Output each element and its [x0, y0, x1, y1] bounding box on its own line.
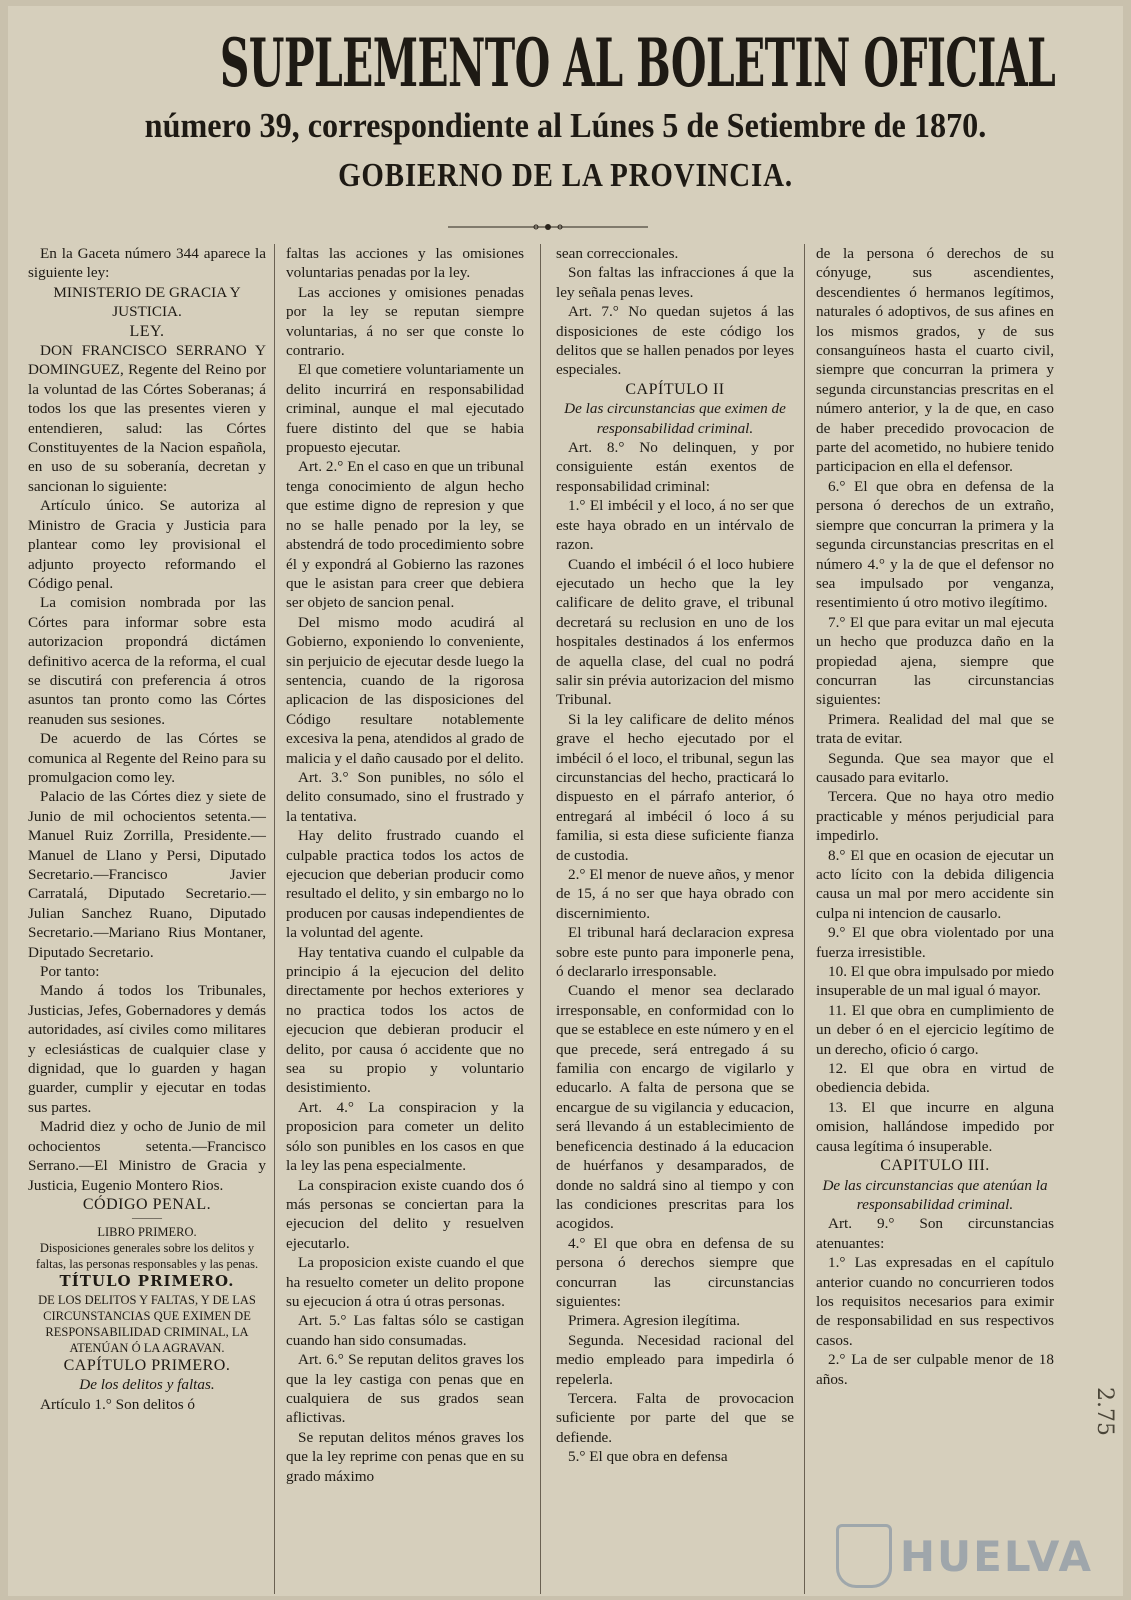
paragraph: Art. 7.° No quedan sujetos á las disposiciones de este código los delitos que se hallen penados por leyes especiales.: [556, 303, 794, 379]
column-rule: [804, 244, 805, 1594]
law-heading: LEY.: [129, 322, 165, 340]
paragraph: La comision nombrada por las Córtes para informar sobre esta autorizacion propondrá dictámen definitivo acerca de la reforma, el cual se discutirá con preferencia á otros asuntos tan pronto como las Córtes reanuden sus sesiones.: [28, 594, 266, 728]
paragraph: 4.° El que obra en defensa de su persona ó derechos siempre que concurran las circunstancias siguientes:: [556, 1234, 794, 1310]
paragraph: Primera. Agresion ilegítima.: [568, 1312, 741, 1330]
handwritten-margin-note: 2.75: [1092, 1387, 1117, 1436]
divider: ———: [132, 1213, 162, 1225]
paragraph: La conspiracion existe cuando dos ó más personas se conciertan para la ejecucion del delito y resuelven ejecutarlo.: [286, 1176, 524, 1252]
paragraph: 8.° El que en ocasion de ejecutar un acto lícito con la debida diligencia causa un mal por mero accidente sin culpa ni intencion de causarlo.: [816, 846, 1054, 922]
paragraph: 6.° El que obra en defensa de la persona ó derechos de un extraño, siempre que concurran la primera y la segunda circunstancias prescritas en el número 4.° y la de que el defensor no sea impulsado por venganza, resentimiento ú otro motivo ilegítimo.: [816, 477, 1054, 612]
column-1: [28, 244, 266, 1414]
paragraph: Art. 4.° La conspiracion y la proposicion para cometer un delito sólo son punibles en los casos en que la ley las pena especialmente.: [286, 1098, 524, 1175]
paragraph: 2.° La de ser culpable menor de 18 años.: [816, 1351, 1054, 1388]
paragraph: de la persona ó derechos de su cónyuge, sus ascendientes, descendientes ó hermanos legítimos, naturales ó adoptivos, de sus afines en los mismos grados, y de sus consanguíneos hasta el cuarto civil, siempre que concurran la primera y segunda circunstancias prescritas en el número anterior, y la de que, en caso de haber precedido provocacion de parte del acometido, no hubiere tenido participacion en ella el defensor.: [816, 245, 1054, 476]
paragraph: sean correccionales.: [556, 245, 679, 262]
paragraph: Cuando el imbécil ó el loco hubiere ejecutado un hecho que la ley calificare de delito grave, el tribunal decretará su reclusion en uno de los hospitales destinados á los enfermos de aquella clase, del cual no podrá salir sin prévia autorizacion del mismo Tribunal.: [556, 555, 794, 709]
newspaper-page: [8, 6, 1123, 1596]
paragraph: Se reputan delitos ménos graves los que la ley reprime con penas que en su grado máximo: [286, 1428, 524, 1485]
watermark-text: HUELVA: [899, 1531, 1093, 1581]
paragraph: Por tanto:: [40, 963, 100, 981]
archive-watermark: [836, 1524, 1093, 1588]
paragraph: 10. El que obra impulsado por miedo insuperable de un mal igual ó mayor.: [816, 963, 1054, 1000]
chapter-heading: CAPITULO III.: [880, 1157, 990, 1175]
masthead: [8, 26, 1123, 196]
paragraph: 13. El que incurre en alguna omision, hallándose impedido por causa legítima ó insuperable.: [816, 1098, 1054, 1155]
book-heading: LIBRO PRIMERO.: [97, 1225, 197, 1240]
title-heading: TÍTULO PRIMERO.: [59, 1272, 235, 1291]
paragraph: faltas las acciones y las omisiones voluntarias penadas por la ley.: [286, 245, 524, 282]
paragraph: Cuando el menor sea declarado irresponsable, en conformidad con lo que se establece en este número y en el que precede, será entregado á su familia con encargo de vigilarlo y educarlo. A falta de persona que se encargue de su vigilancia y educacion, será llevando á un establecimiento de beneficencia destinado á la educacion de huérfanos y desamparados, de donde no saldrá sino al tiempo y con las condiciones prescritas para los acogidos.: [556, 982, 794, 1233]
chapter-subheading: De las circunstancias que atenúan la responsabilidad criminal.: [822, 1176, 1048, 1213]
paragraph: Si la ley calificare de delito ménos grave el hecho ejecutado por el imbécil ó el loco, el tribunal, segun las circunstancias del hecho, practicará lo dispuesto en el párrafo anterior, ó entregará al imbécil ó loco á su familia, si esta diese suficiente fianza de custodia.: [556, 710, 794, 864]
paragraph: En la Gaceta número 344 aparece la siguiente ley:: [28, 245, 266, 282]
section-heading: GOBIERNO DE LA PROVINCIA.: [338, 157, 793, 194]
paragraph: El que cometiere voluntariamente un delito incurrirá en responsabilidad criminal, aunque el mal ejecutado fuere distinto del que se habia propuesto ejecutar.: [286, 361, 524, 457]
column-rule: [274, 244, 275, 1594]
chapter-subheading: De las circunstancias que eximen de responsabilidad criminal.: [564, 400, 786, 437]
paragraph: 11. El que obra en cumplimiento de un deber ó en el ejercicio legítimo de un derecho, oficio ó cargo.: [816, 1001, 1054, 1058]
paragraph: Tercera. Que no haya otro medio practicable y ménos perjudicial para impedirlo.: [816, 788, 1054, 845]
paragraph: Tercera. Falta de provocacion suficiente por parte del que se defiende.: [556, 1389, 794, 1446]
paragraph: Segunda. Que sea mayor que el causado para evitarlo.: [816, 749, 1054, 786]
masthead-title: SUPLEMENTO AL BOLETIN OFICIAL: [219, 24, 1056, 102]
paragraph: 1.° El imbécil y el loco, á no ser que este haya obrado en un intérvalo de razon.: [556, 497, 794, 554]
ministry-heading: MINISTERIO DE GRACIA Y JUSTICIA.: [53, 283, 241, 321]
paragraph: 1.° Las expresadas en el capítulo anterior cuando no concurrieren todos los requisitos necesarios para eximir de responsabilidad en sus respectivos casos.: [816, 1254, 1054, 1349]
paragraph: Artículo único. Se autoriza al Ministro de Gracia y Justicia para plantear como ley provisional el adjunto proyecto reformando el Código penal.: [28, 497, 266, 592]
column-4: [816, 244, 1054, 1389]
paragraph: El tribunal hará declaracion expresa sobre este punto para imponerle pena, ó declararlo irresponsable.: [556, 924, 794, 981]
code-heading: CÓDIGO PENAL.: [82, 1195, 212, 1213]
paragraph: Son faltas las infracciones á que la ley señala penas leves.: [556, 264, 794, 301]
paragraph: 12. El que obra en virtud de obediencia debida.: [816, 1060, 1054, 1097]
paragraph: Art. 9.° Son circunstancias atenuantes:: [816, 1215, 1054, 1252]
paragraph: Las acciones y omisiones penadas por la ley se reputan siempre voluntarias, á no ser que conste lo contrario.: [286, 283, 524, 360]
chapter-subheading: De los delitos y faltas.: [79, 1376, 215, 1394]
paragraph: Artículo 1.° Son delitos ó: [40, 1395, 195, 1413]
paragraph: Art. 6.° Se reputan delitos graves los que la ley castiga con penas que en cualquiera de sus grados sean aflictivas.: [286, 1351, 524, 1427]
paragraph: Segunda. Necesidad racional del medio empleado para impedirla ó repelerla.: [556, 1331, 794, 1388]
paragraph: 9.° El que obra violentado por una fuerza irresistible.: [816, 924, 1054, 961]
paragraph: Art. 8.° No delinquen, y por consiguiente están exentos de responsabilidad criminal:: [556, 439, 794, 495]
paragraph: De acuerdo de las Córtes se comunica al Regente del Reino para su promulgacion como ley.: [28, 730, 266, 786]
paragraph: Hay delito frustrado cuando el culpable practica todos los actos de ejecucion que deberian producir como resultado el delito, y sin embargo no lo producen por causas independientes de la voluntad del agente.: [286, 827, 524, 942]
column-3: [556, 244, 794, 1467]
paragraph: Art. 5.° Las faltas sólo se castigan cuando han sido consumadas.: [286, 1312, 524, 1349]
issue-line: número 39, correspondiente al Lúnes 5 de Setiembre de 1870.: [144, 106, 987, 145]
paragraph: Primera. Realidad del mal que se trata de evitar.: [816, 710, 1054, 748]
chapter-heading: CAPÍTULO PRIMERO.: [63, 1356, 231, 1374]
paragraph: La proposicion existe cuando el que ha resuelto cometer un delito propone su ejecucion á otra ú otras personas.: [286, 1254, 524, 1310]
paragraph: Del mismo modo acudirá al Gobierno, exponiendo lo conveniente, sin perjuicio de ejecutar desde luego la sentencia, cuando de la rigorosa aplicacion de las disposiciones del Código resultare notablemente excesiva la pena, atendidos al grado de malicia y el daño causado por el delito.: [286, 613, 524, 767]
column-rule: [540, 244, 541, 1594]
paragraph: Palacio de las Córtes diez y siete de Junio de mil ochocientos setenta.—Manuel Ruiz Zorrilla, Presidente.—Manuel de Llano y Persi, Diputado Secretario.—Francisco Javier Carratalá, Diputado Secretario.—Julian Sanchez Ruano, Diputado Secretario.—Mariano Rius Montaner, Diputado Secretario.: [28, 788, 266, 961]
paragraph: Hay tentativa cuando el culpable da principio á la ejecucion del delito directamente por hechos exteriores y no practica todos los actos de ejecucion que debieran producir el delito, por causa ó accidente que no sea su propio y voluntario desistimiento.: [286, 943, 524, 1097]
paragraph: Madrid diez y ocho de Junio de mil ochocientos setenta.—Francisco Serrano.—El Ministro de Gracia y Justicia, Eugenio Montero Rios.: [28, 1118, 266, 1194]
column-2: [286, 244, 524, 1486]
paragraph: Art. 3.° Son punibles, no sólo el delito consumado, sino el frustrado y la tentativa.: [286, 768, 524, 825]
chapter-heading: CAPÍTULO II: [625, 380, 725, 398]
paragraph: 2.° El menor de nueve años, y menor de 15, á no ser que haya obrado con discernimiento.: [556, 866, 794, 922]
paragraph: Mando á todos los Tribunales, Justicias, Jefes, Gobernadores y demás autoridades, así civiles como militares y eclesiásticas de cualquier clase y dignidad, que lo guarden y hagan guarder, cumplir y ejecutar en todas sus partes.: [28, 982, 266, 1116]
paragraph: 7.° El que para evitar un mal ejecuta un hecho que produzca daño en la propiedad ajena, siempre que concurran las circunstancias siguientes:: [816, 613, 1054, 709]
paragraph: DON FRANCISCO SERRANO Y DOMINGUEZ, Regente del Reino por la voluntad de las Córtes Soberanas; á todos los que las presentes vieren y entendieren, salud: las Córtes Constituyentes de la Nacion española, en uso de su soberanía, decretan y sancionan lo siguiente:: [28, 342, 266, 495]
title-subheading: DE LOS DELITOS Y FALTAS, Y DE LAS CIRCUNSTANCIAS QUE EXIMEN DE RESPONSABILIDAD CRIMINAL, LA ATENÚAN Ó LA AGRAVAN.: [38, 1292, 256, 1355]
ornament-divider: [448, 222, 648, 232]
paragraph: Art. 2.° En el caso en que un tribunal tenga conocimiento de algun hecho que estime digno de represion y que no se halle penado por la ley, se abstendrá de todo procedimiento sobre él y expondrá al Gobierno las razones que le asistan para creer que debiera ser objeto de sancion penal.: [286, 458, 524, 612]
paragraph: 5.° El que obra en defensa: [568, 1448, 728, 1466]
book-subheading: Disposiciones generales sobre los delitos y faltas, las personas responsables y las penas.: [35, 1241, 259, 1272]
shield-icon: [836, 1524, 892, 1588]
